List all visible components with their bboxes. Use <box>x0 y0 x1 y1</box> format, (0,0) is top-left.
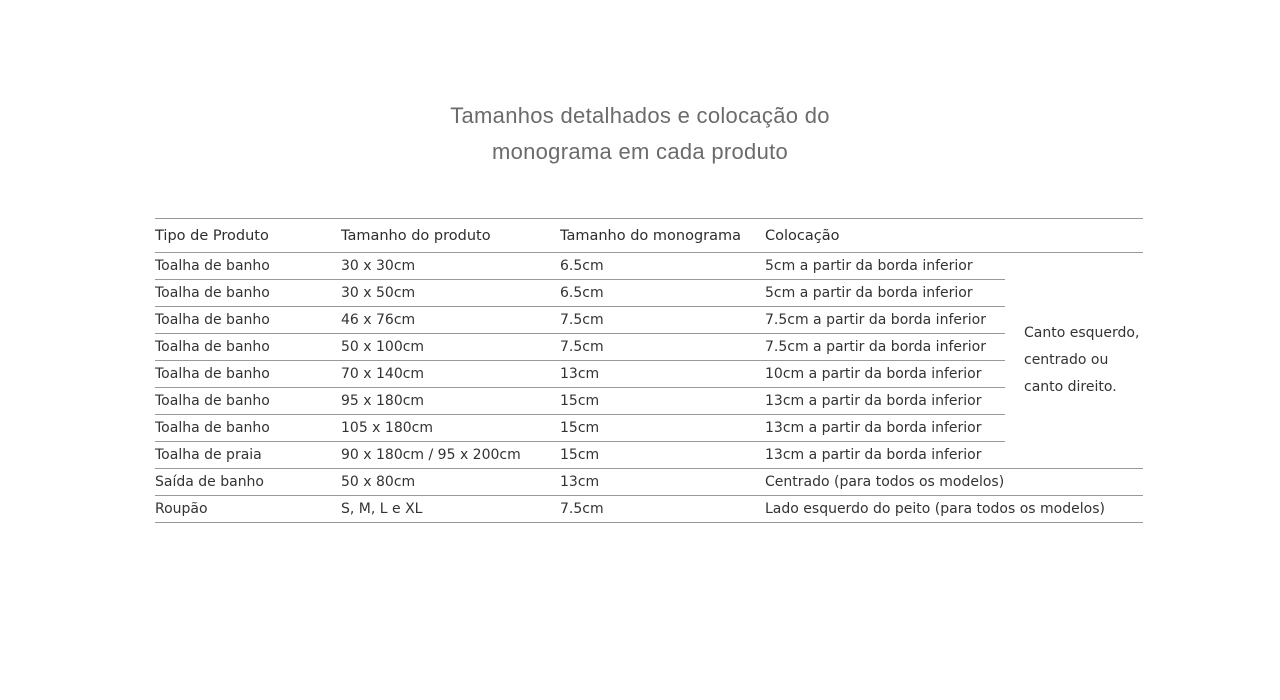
monogram-size-cell: 15cm <box>560 415 765 442</box>
placement-cell: 5cm a partir da borda inferior <box>765 280 1005 307</box>
placement-cell: 10cm a partir da borda inferior <box>765 361 1005 388</box>
page-title <box>0 98 1280 170</box>
header-placement: Colocação <box>765 219 1143 253</box>
product-type-cell: Toalha de banho <box>155 361 341 388</box>
monogram-size-cell: 13cm <box>560 361 765 388</box>
table-row <box>155 469 1143 496</box>
product-type-cell: Roupão <box>155 496 341 523</box>
note-line3: canto direito. <box>1024 379 1117 395</box>
table-row <box>155 361 1143 388</box>
size-table <box>155 218 1143 523</box>
product-type-cell: Toalha de banho <box>155 280 341 307</box>
table-row <box>155 307 1143 334</box>
monogram-size-cell: 15cm <box>560 388 765 415</box>
product-size-cell: 30 x 50cm <box>341 280 560 307</box>
product-type-cell: Toalha de banho <box>155 307 341 334</box>
product-size-cell: S, M, L e XL <box>341 496 560 523</box>
product-size-cell: 95 x 180cm <box>341 388 560 415</box>
monogram-size-cell: 6.5cm <box>560 253 765 280</box>
title-line-1: Tamanhos detalhados e colocação do <box>450 103 830 128</box>
title-line-2: monograma em cada produto <box>491 139 789 164</box>
monogram-size-cell: 7.5cm <box>560 334 765 361</box>
monogram-size-cell: 13cm <box>560 469 765 496</box>
table-row <box>155 415 1143 442</box>
product-size-cell: 105 x 180cm <box>341 415 560 442</box>
note-line2: centrado ou <box>1024 352 1109 368</box>
product-type-cell: Saída de banho <box>155 469 341 496</box>
table-header-row <box>155 219 1143 253</box>
placement-cell: 13cm a partir da borda inferior <box>765 388 1005 415</box>
product-size-cell: 50 x 100cm <box>341 334 560 361</box>
monogram-size-cell: 6.5cm <box>560 280 765 307</box>
monogram-size-cell: 15cm <box>560 442 765 469</box>
monogram-size-cell: 7.5cm <box>560 496 765 523</box>
product-type-cell: Toalha de banho <box>155 253 341 280</box>
product-size-cell: 46 x 76cm <box>341 307 560 334</box>
table-row <box>155 280 1143 307</box>
product-type-cell: Toalha de banho <box>155 415 341 442</box>
product-type-cell: Toalha de praia <box>155 442 341 469</box>
product-type-cell: Toalha de banho <box>155 334 341 361</box>
product-size-cell: 50 x 80cm <box>341 469 560 496</box>
product-type-cell: Toalha de banho <box>155 388 341 415</box>
header-product-size: Tamanho do produto <box>341 219 560 253</box>
product-size-cell: 70 x 140cm <box>341 361 560 388</box>
table-row <box>155 442 1143 469</box>
header-product-type: Tipo de Produto <box>155 219 341 253</box>
monogram-size-cell: 7.5cm <box>560 307 765 334</box>
table-row <box>155 496 1143 523</box>
header-monogram-size: Tamanho do monograma <box>560 219 765 253</box>
product-size-cell: 90 x 180cm / 95 x 200cm <box>341 442 560 469</box>
placement-cell: 7.5cm a partir da borda inferior <box>765 307 1005 334</box>
table-row <box>155 388 1143 415</box>
placement-cell: 7.5cm a partir da borda inferior <box>765 334 1005 361</box>
placement-cell: Centrado (para todos os modelos) <box>765 469 1143 496</box>
placement-cell: 13cm a partir da borda inferior <box>765 442 1005 469</box>
placement-cell: 5cm a partir da borda inferior <box>765 253 1005 280</box>
towel-placement-note <box>1005 253 1143 469</box>
table-row <box>155 334 1143 361</box>
placement-cell: 13cm a partir da borda inferior <box>765 415 1005 442</box>
note-line1: Canto esquerdo, <box>1024 325 1140 341</box>
placement-cell: Lado esquerdo do peito (para todos os modelos) <box>765 496 1143 523</box>
product-size-cell: 30 x 30cm <box>341 253 560 280</box>
table-row <box>155 253 1143 280</box>
